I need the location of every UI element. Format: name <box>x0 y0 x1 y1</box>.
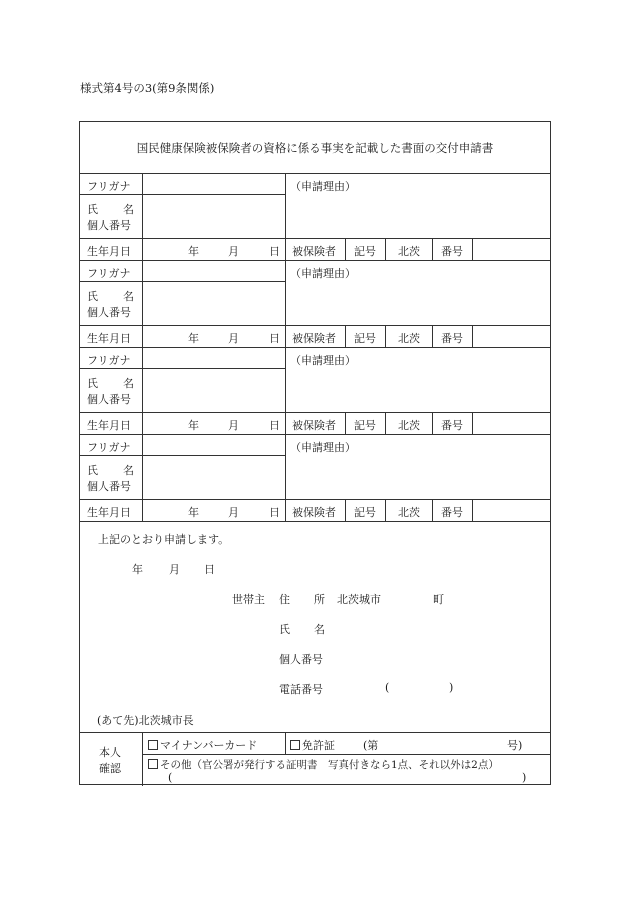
grid-line <box>285 261 286 348</box>
grid-line <box>432 412 433 435</box>
checkbox-icon[interactable] <box>148 759 158 769</box>
kojin-bango-label: 個人番号 <box>87 306 131 319</box>
grid-line <box>345 499 346 522</box>
number-label: 番号 <box>441 332 463 345</box>
birth-day-label: 日 <box>269 419 280 432</box>
insured-label: 被保険者 <box>292 332 336 345</box>
name-label-mei: 名 <box>123 203 134 216</box>
furigana-label: フリガナ <box>87 267 131 280</box>
checkbox-icon[interactable] <box>290 740 300 750</box>
symbol-value: 北茨 <box>398 419 420 432</box>
address-label-ju: 住 <box>279 593 290 606</box>
birthdate-label: 生年月日 <box>87 419 131 432</box>
other-document-option[interactable]: その他（官公署が発行する証明書 写真付きなら1点、それ以外は2点） <box>148 757 499 772</box>
kojin-bango-label: 個人番号 <box>87 480 131 493</box>
birth-day-label: 日 <box>269 332 280 345</box>
mynumber-card-option[interactable]: マイナンバーカード <box>148 737 257 753</box>
symbol-label: 記号 <box>354 506 376 519</box>
grid-line <box>472 412 473 435</box>
applicant-block <box>80 348 550 435</box>
symbol-label: 記号 <box>354 419 376 432</box>
address-city: 北茨城市 <box>337 593 381 606</box>
number-label: 番号 <box>441 506 463 519</box>
furigana-label: フリガナ <box>87 354 131 367</box>
insured-label: 被保険者 <box>292 506 336 519</box>
grid-line <box>432 499 433 522</box>
addressee-text: (あて先)北茨城市長 <box>97 714 194 727</box>
birthdate-label: 生年月日 <box>87 332 131 345</box>
grid-line <box>80 194 285 195</box>
form-id: 様式第4号の3(第9条関係) <box>80 81 215 95</box>
date-day-label: 日 <box>204 563 215 576</box>
applicant-block <box>80 261 550 348</box>
grid-line <box>472 238 473 261</box>
grid-line <box>142 435 143 522</box>
name-label-mei: 名 <box>123 290 134 303</box>
grid-line <box>285 174 286 261</box>
symbol-value: 北茨 <box>398 332 420 345</box>
grid-line <box>285 435 286 522</box>
license-number-open: (第 <box>363 739 379 752</box>
householder-kojin-bango-label: 個人番号 <box>279 653 323 666</box>
grid-line <box>142 348 143 435</box>
furigana-label: フリガナ <box>87 441 131 454</box>
applicant-block <box>80 435 550 522</box>
birth-year-label: 年 <box>188 332 199 345</box>
grid-line <box>80 238 550 239</box>
grid-line <box>432 325 433 348</box>
reason-label: （申請理由） <box>290 267 356 280</box>
birth-year-label: 年 <box>188 506 199 519</box>
application-form <box>79 121 551 785</box>
date-month-label: 月 <box>169 563 180 576</box>
identity-verification-section <box>80 733 550 786</box>
grid-line <box>80 281 285 282</box>
birth-month-label: 月 <box>228 332 239 345</box>
grid-line <box>385 325 386 348</box>
symbol-value: 北茨 <box>398 506 420 519</box>
number-label: 番号 <box>441 419 463 432</box>
statement-section <box>80 522 550 733</box>
other-paren-open: ( <box>168 771 173 784</box>
kojin-bango-label: 個人番号 <box>87 393 131 406</box>
kojin-bango-label: 個人番号 <box>87 219 131 232</box>
grid-line <box>80 412 550 413</box>
birth-day-label: 日 <box>269 506 280 519</box>
grid-line <box>142 174 143 261</box>
applicant-block <box>80 174 550 261</box>
name-label-shi: 氏 <box>87 290 98 303</box>
number-label: 番号 <box>441 245 463 258</box>
reason-label: （申請理由） <box>290 441 356 454</box>
grid-line <box>80 368 285 369</box>
grid-line <box>142 261 143 348</box>
address-label-sho: 所 <box>314 593 325 606</box>
symbol-value: 北茨 <box>398 245 420 258</box>
birthdate-label: 生年月日 <box>87 506 131 519</box>
phone-paren-open: ( <box>385 681 390 694</box>
grid-line <box>345 325 346 348</box>
name-label-mei: 名 <box>123 377 134 390</box>
name-label-mei: 名 <box>123 464 134 477</box>
reason-label: （申請理由） <box>290 354 356 367</box>
verification-label-line2: 確認 <box>99 762 121 775</box>
grid-line <box>472 325 473 348</box>
name-label-shi: 氏 <box>87 203 98 216</box>
declaration-text: 上記のとおり申請します。 <box>98 533 230 546</box>
grid-line <box>345 238 346 261</box>
insured-label: 被保険者 <box>292 419 336 432</box>
birthdate-label: 生年月日 <box>87 245 131 258</box>
grid-line <box>385 412 386 435</box>
birth-year-label: 年 <box>188 419 199 432</box>
birth-year-label: 年 <box>188 245 199 258</box>
grid-line <box>385 238 386 261</box>
other-paren-close: ) <box>522 771 527 784</box>
checkbox-icon[interactable] <box>148 740 158 750</box>
date-year-label: 年 <box>132 563 143 576</box>
symbol-label: 記号 <box>354 245 376 258</box>
grid-line <box>472 499 473 522</box>
householder-label: 世帯主 <box>232 593 265 606</box>
birth-month-label: 月 <box>228 245 239 258</box>
grid-line <box>80 325 550 326</box>
address-cho: 町 <box>433 593 444 606</box>
phone-paren-close: ) <box>449 681 454 694</box>
symbol-label: 記号 <box>354 332 376 345</box>
license-option[interactable]: 免許証 <box>290 737 335 753</box>
birth-month-label: 月 <box>228 506 239 519</box>
phone-label: 電話番号 <box>279 683 323 696</box>
grid-line <box>432 238 433 261</box>
form-title: 国民健康保険被保険者の資格に係る事実を記載した書面の交付申請書 <box>80 122 550 174</box>
grid-line <box>285 348 286 435</box>
name-label-shi: 氏 <box>87 377 98 390</box>
furigana-label: フリガナ <box>87 180 131 193</box>
reason-label: （申請理由） <box>290 180 356 193</box>
grid-line <box>345 412 346 435</box>
birth-month-label: 月 <box>228 419 239 432</box>
grid-line <box>80 499 550 500</box>
name-label-shi: 氏 <box>87 464 98 477</box>
grid-line <box>80 455 285 456</box>
verification-label-line1: 本人 <box>99 746 121 759</box>
name-label-mei: 名 <box>314 623 325 636</box>
name-label-shi: 氏 <box>279 623 290 636</box>
insured-label: 被保険者 <box>292 245 336 258</box>
birth-day-label: 日 <box>269 245 280 258</box>
grid-line <box>385 499 386 522</box>
license-number-close: 号) <box>507 739 523 752</box>
